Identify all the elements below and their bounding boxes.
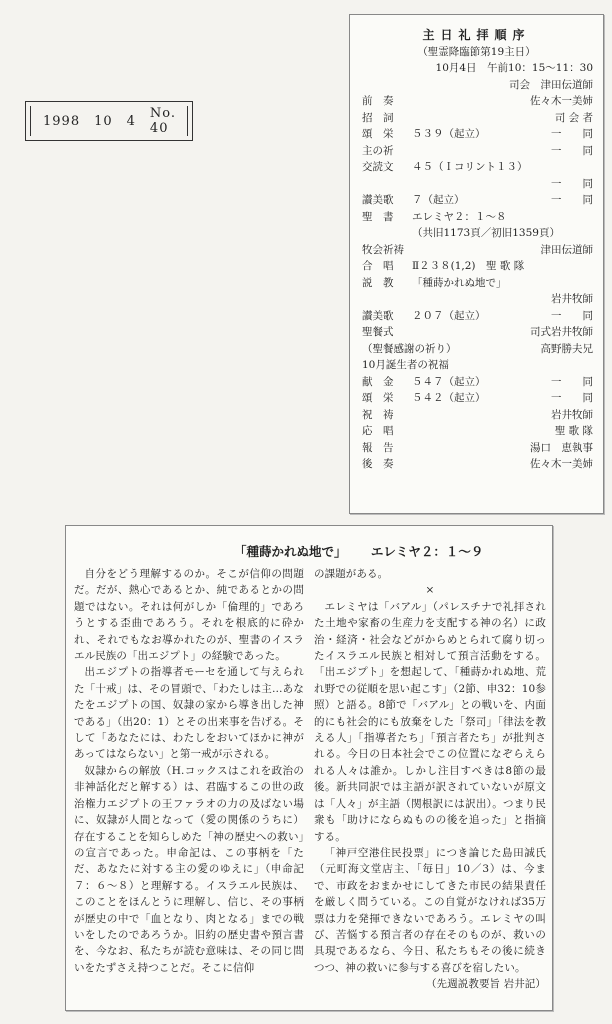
order-item-label: 主の祈 xyxy=(362,144,394,157)
order-item-label: 前 奏 xyxy=(362,95,394,107)
order-rows xyxy=(350,93,603,473)
order-row xyxy=(350,390,603,407)
order-row xyxy=(350,209,603,226)
article-credit: （先週説教要旨 岩井記） xyxy=(425,978,546,991)
stamp-day: 4 xyxy=(126,113,136,129)
order-item-detail: ５３９（起立） xyxy=(412,128,486,140)
order-row xyxy=(350,440,603,457)
order-item-label: 合 唱 xyxy=(362,260,394,272)
order-row xyxy=(350,275,603,292)
stamp-month: 10 xyxy=(94,113,113,129)
order-row xyxy=(350,159,603,176)
order-item-label: 頌 栄 xyxy=(362,128,394,140)
sermon-article xyxy=(65,525,553,1011)
article-right-column xyxy=(314,566,546,993)
order-item-label: 応 唱 xyxy=(362,425,394,437)
order-row xyxy=(350,110,603,127)
order-item-label: 聖 書 xyxy=(362,210,394,223)
order-row xyxy=(350,324,603,341)
section-separator: × xyxy=(425,584,435,597)
order-date: 10月4日 午前10：15～11：30 xyxy=(435,62,593,74)
order-row xyxy=(350,456,603,473)
order-item-label: 祝 祷 xyxy=(362,408,394,421)
article-paragraph: 奴隷からの解放（H.コックスはこれを政治の非神話化だと解する）は、君臨するこの世の政治権力エジプトの王ファラオの力の及ばない場に、奴隷が人間となって（愛の関係のうちに）存在することを知らしめた「神の歴史への救い」の宣言であった。申命記は、この事柄を「ただ、あなたに対する主の愛のゆえに」（申命記７：６～８）と理解する。イスラエル民族は、このことをほんとうに理解し、信じ、その事柄が歴史の中で「血となり、肉となる」までの戦いをしたのであろうか。旧約の歴史書や預言書を、今なお、私たちが読む意味は、その同じ問いをたずさえ持つことだ。そこに信仰 xyxy=(74,764,304,974)
order-item-label: 聖餐式 xyxy=(362,326,394,338)
stamp-number: No. 40 xyxy=(149,106,177,136)
article-paragraph: エレミヤは「バアル」（パレスチナで礼拝された土地や家畜の生産力を支配する神の名）に政治・経済・社会などがからめとられて腐り切ったイスラエル民族と相対して預言活動をする。「出エジプト」を想起して、「種蒔かれぬ地、荒れ野での従順を思い起こす」（2節、申32：10参照）と語る。8節で「バアル」との戦いを、内面的にも社会的にも放棄をした「祭司」「律法を教える人」「指導者たち」「預言者たち」が批判される。今日の日本社会でこの位置になぞらえられる人々は誰か。しかし注目すべきは8節の最後。新共同訳では主語が訳されていないが原文は「人々」が主語（関根訳には訳出）。つまり民衆も「助けにならぬものの後を追った」と指摘する。 xyxy=(314,600,546,843)
order-item-person: 一 同 xyxy=(551,194,593,206)
order-row xyxy=(350,143,603,160)
order-row xyxy=(350,374,603,391)
order-subtitle: （聖霊降臨節第19主日） xyxy=(417,45,536,58)
order-item-detail: ５４２（起立） xyxy=(412,392,486,404)
order-item-person: 佐々木一美姉 xyxy=(530,458,593,470)
article-paragraph: 自分をどう理解するのか。そこが信仰の問題だ。だが、熱心であるとか、純であるとかの問題ではない。それは何がしか「倫理的」であろうとする歪曲であろう。それを根底的に砕かれ、それでもなお導かれたのが、聖書のイスラエル民族の「出エジプト」の経験であった。 xyxy=(74,568,304,663)
article-paragraph: 「神戸空港住民投票」につき論じた島田誠氏（元町海文堂店主、「毎日」10／3）は、今まで、市政をおまかせにしてきた市民の結果責任を厳しく問うている。この自覚がなければ35万票は力を発揮できないであろう。エレミヤの叫び、苦悩する預言者の存在そのものが、救いの具現であるなら、今日、私たちもその後に続きつつ、神の救いに参与する喜びを宿したい。 xyxy=(314,846,546,974)
article-scripture: エレミヤ２：１～９ xyxy=(370,544,484,559)
article-continuation: の課題がある。 xyxy=(314,568,389,580)
order-row xyxy=(350,407,603,424)
order-item-person: 一 同 xyxy=(551,309,593,322)
order-item-person: 司 会 者 xyxy=(554,111,593,124)
order-item-person: 司式岩井牧師 xyxy=(530,326,593,338)
worship-order-box xyxy=(349,14,604,514)
order-item-label: 献 金 xyxy=(362,375,394,388)
order-item-detail: 「種蒔かれぬ地で」 xyxy=(412,276,507,289)
order-row xyxy=(350,192,603,209)
order-date-row xyxy=(350,60,603,77)
order-item-label: 牧会祈祷 xyxy=(362,243,404,256)
stamp-year: 1998 xyxy=(43,113,81,129)
order-title: 主日礼拝順序 xyxy=(422,28,531,42)
order-row xyxy=(350,258,603,275)
order-row xyxy=(350,242,603,259)
order-row xyxy=(350,341,603,358)
order-item-person: 一 同 xyxy=(551,128,593,140)
order-row xyxy=(350,423,603,440)
stamp-inner xyxy=(30,106,188,136)
order-item-person: 高野勝夫兄 xyxy=(540,342,593,355)
order-row xyxy=(350,225,603,242)
order-row xyxy=(350,176,603,193)
order-item-detail: ５４７（起立） xyxy=(412,375,486,388)
order-item-label: 報 告 xyxy=(362,441,394,454)
article-paragraph: 出エジプトの指導者モーセを通して与えられた「十戒」は、その冒頭で、「わたしは主…あなたをエジプトの国、奴隷の家から導き出した神である」（出20：1）とその出来事を告げる。そして「あなたには、わたしをおいてほかに神があってはならない」と第一戒が示される。 xyxy=(74,666,304,761)
order-item-label: 招 詞 xyxy=(362,111,394,124)
order-item-person: 聖 歌 隊 xyxy=(554,425,593,437)
order-item-person: 津田伝道師 xyxy=(540,243,593,256)
bulletin-stamp xyxy=(25,101,193,141)
order-item-person: 岩井牧師 xyxy=(551,408,593,421)
order-presider: 司会 津田伝道師 xyxy=(509,78,593,91)
order-row xyxy=(350,357,603,374)
order-item-detail: ７（起立） xyxy=(412,194,465,206)
order-item-person: 岩井牧師 xyxy=(551,293,593,305)
order-item-person: 一 同 xyxy=(551,144,593,157)
order-row xyxy=(350,126,603,143)
order-row xyxy=(350,308,603,325)
order-presider-row xyxy=(350,77,603,94)
order-item-detail: ４５（Ｉコリント１３） xyxy=(412,161,528,173)
order-item-detail: エレミヤ２：１～８ xyxy=(412,210,507,223)
order-item-detail: （共旧1173頁／初旧1359頁） xyxy=(412,227,560,239)
order-item-person: 一 同 xyxy=(551,392,593,404)
article-left-column xyxy=(74,566,304,976)
order-item-person: 湯口 恵執事 xyxy=(530,441,593,454)
order-item-label: 説 教 xyxy=(362,276,394,289)
article-heading xyxy=(234,542,483,560)
order-item-label: 讃美歌 xyxy=(362,309,394,322)
order-item-label: 交読文 xyxy=(362,161,394,173)
order-item-label: 後 奏 xyxy=(362,458,394,470)
order-item-label: （聖餐感謝の祈り） xyxy=(362,342,457,355)
order-row xyxy=(350,93,603,110)
order-item-person: 一 同 xyxy=(551,177,593,190)
order-row xyxy=(350,291,603,308)
order-item-detail: ２０７（起立） xyxy=(412,309,486,322)
order-item-person: 一 同 xyxy=(551,375,593,388)
order-item-label: 10月誕生者の祝福 xyxy=(362,359,449,371)
article-title: 「種蒔かれぬ地で」 xyxy=(234,544,347,559)
order-item-label: 頌 栄 xyxy=(362,392,394,404)
order-item-person: 佐々木一美姉 xyxy=(530,95,593,107)
order-item-detail: Ⅱ２３８(1,2) 聖 歌 隊 xyxy=(412,260,525,272)
order-item-label: 讃美歌 xyxy=(362,194,394,206)
